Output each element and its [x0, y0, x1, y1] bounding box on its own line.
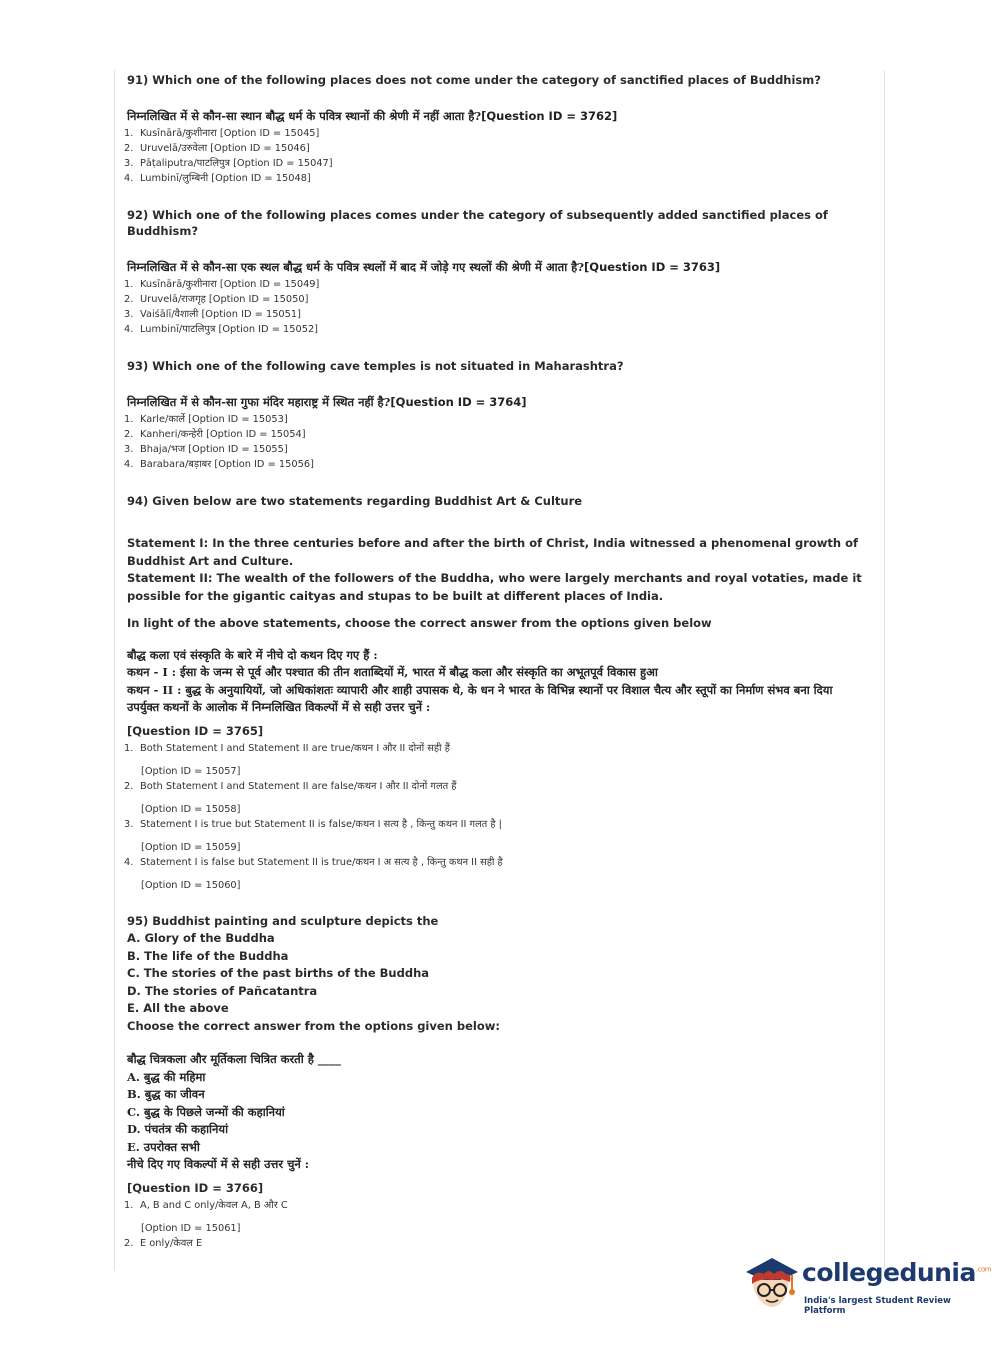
- question-95-id: [Question ID = 3766]: [127, 1180, 264, 1195]
- question-93-hindi: [127, 394, 876, 410]
- question-94-id: [Question ID = 3765]: [127, 723, 264, 738]
- item-a-hindi: A. बुद्ध की महिमा: [127, 1069, 206, 1084]
- option: 3. Pāṭaliputra/पाटलिपुत्र [Option ID = 15047]: [124, 158, 333, 169]
- question-94-english: 94) Given below are two statements regarding Buddhist Art & Culture: [127, 494, 583, 508]
- question-93-id: [Question ID = 3764]: [390, 395, 527, 409]
- question-91: [124, 72, 876, 186]
- question-95-english: 95) Buddhist painting and sculpture depicts the: [127, 913, 439, 928]
- question-91-id: [Question ID = 3762]: [481, 109, 618, 123]
- option: 3. Vaiśālī/वैशाली [Option ID = 15051]: [124, 309, 301, 320]
- option: 1. Both Statement I and Statement II are true/कथन I और II दोनों सही हैं [Option ID = 15057]: [124, 741, 876, 779]
- option-id: [Option ID = 15059]: [141, 841, 241, 853]
- question-92-hindi-text: निम्नलिखित में से कौन-सा एक स्थल बौद्ध धर्म के पवित्र स्थलों में बाद में जोड़े गए स्थलों की श्रेणी में आता है?: [127, 260, 585, 274]
- item-e-hindi: E. उपरोक्त सभी: [127, 1139, 200, 1154]
- option: 2. E only/केवल E: [124, 1237, 203, 1249]
- question-93-hindi-text: निम्नलिखित में से कौन-सा गुफा मंदिर महाराष्ट्र में स्थित नहीं है?: [127, 395, 391, 409]
- question-95: [124, 913, 876, 1251]
- question-94-options: [124, 741, 876, 893]
- option: 4. Barabara/बड़ाबर [Option ID = 15056]: [124, 459, 314, 470]
- option: 1. Karle/कार्ले [Option ID = 15053]: [124, 414, 288, 425]
- choose-english: Choose the correct answer from the options given below:: [127, 1018, 500, 1033]
- logo-wordmark: collegedunia$^{.com}$: [802, 1258, 992, 1287]
- question-92-hindi: [127, 259, 876, 275]
- item-b-hindi: B. बुद्ध का जीवन: [127, 1087, 205, 1101]
- question-paper-content: [124, 72, 876, 1251]
- page-border-right: [884, 70, 885, 1270]
- question-92: [124, 207, 876, 337]
- option: 2. Both Statement I and Statement II are false/कथन I और II दोनों गलत हैं [Option ID = 15058]: [124, 779, 876, 817]
- question-93: [124, 358, 876, 472]
- logo-tagline: India's largest Student Review Platform: [804, 1296, 951, 1316]
- choose-hindi: नीचे दिए गए विकल्पों में से सही उत्तर चुनें :: [127, 1157, 310, 1171]
- question-92-english: 92) Which one of the following places comes under the category of subsequently added sanctified places of Buddhism?: [127, 208, 828, 238]
- option: 1. Kusīnārā/कुशीनारा [Option ID = 15045]: [124, 128, 320, 139]
- option: 3. Bhaja/भज [Option ID = 15055]: [124, 444, 288, 455]
- statement-2: Statement II: The wealth of the followers of the Buddha, who were largely merchants and royal votaties, made it possible for the gigantic caityas and stupas to be built at different places of India.: [127, 571, 862, 603]
- collegedunia-logo[interactable]: [742, 1250, 992, 1320]
- question-94-hindi-statement-2: कथन - II : बुद्ध के अनुयायियों, जो अधिकांशतः व्यापारी और शाही उपासक थे, के धन ने भारत के विभिन्न स्थानों पर विशाल चैत्य और स्तूपों का निर्माण संभव बना दिया: [127, 682, 833, 697]
- question-95-options: [124, 1198, 876, 1251]
- question-91-english: 91) Which one of the following places does not come under the category of sanctified places of Buddhism?: [127, 73, 821, 87]
- question-94-hindi-intro: बौद्ध कला एवं संस्कृति के बारे में नीचे दो कथन दिए गए हैं :: [127, 647, 378, 662]
- question-93-english: 93) Which one of the following cave temples is not situated in Maharashtra?: [127, 359, 624, 373]
- question-91-options: [124, 126, 876, 186]
- question-92-options: [124, 277, 876, 337]
- statement-1: Statement I: In the three centuries before and after the birth of Christ, India witnessed a phenomenal growth of Buddhist Art and Culture.: [127, 536, 859, 568]
- question-94-hindi-instruction: उपर्युक्त कथनों के आलोक में निम्नलिखित विकल्पों में से सही उत्तर चुनें :: [127, 700, 431, 714]
- item-e: E. All the above: [127, 1001, 229, 1015]
- question-93-options: [124, 412, 876, 472]
- instruction: In light of the above statements, choose the correct answer from the options given below: [127, 616, 712, 630]
- question-95-hindi: बौद्ध चित्रकला और मूर्तिकला चित्रित करती है ____: [127, 1052, 341, 1066]
- option: 2. Kanheri/कन्हेरी [Option ID = 15054]: [124, 429, 306, 440]
- question-94-hindi-statement-1: कथन - I : ईसा के जन्म से पूर्व और पश्चात की तीन शताब्दियों में, भारत में बौद्ध कला और संस्कृति का अभूतपूर्व विकास हुआ: [127, 665, 658, 679]
- option: 4. Lumbinī/लुम्बिनी [Option ID = 15048]: [124, 173, 311, 184]
- option: 4. Lumbinī/पाटलिपुत्र [Option ID = 15052]: [124, 324, 319, 335]
- item-d: D. The stories of Pañcatantra: [127, 983, 318, 998]
- option: 3. Statement I is true but Statement II is false/कथन I सत्य है , किन्तु कथन II गलत है | [Option ID = 15059]: [124, 817, 876, 855]
- option: 2. Uruvelā/राजगृह [Option ID = 15050]: [124, 294, 309, 305]
- question-92-id: [Question ID = 3763]: [584, 260, 721, 274]
- option-id: [Option ID = 15061]: [141, 1222, 241, 1234]
- item-d-hindi: D. पंचतंत्र की कहानियां: [127, 1122, 229, 1136]
- option: 1. Kusīnārā/कुशीनारा [Option ID = 15049]: [124, 279, 320, 290]
- page-border-left: [114, 70, 115, 1270]
- question-91-hindi-text: निम्नलिखित में से कौन-सा स्थान बौद्ध धर्म के पवित्र स्थानों की श्रेणी में नहीं आता है?: [127, 109, 482, 123]
- item-b: B. The life of the Buddha: [127, 948, 289, 963]
- option: 4. Statement I is false but Statement II is true/कथन I अ सत्य है , किन्तु कथन II सही है [Option ID = 15060]: [124, 855, 876, 893]
- option: 1. A, B and C only/केवल A, B और C [Option ID = 15061]: [124, 1198, 876, 1236]
- item-a: A. Glory of the Buddha: [127, 931, 275, 945]
- option: 2. Uruvelā/उरुवेला [Option ID = 15046]: [124, 143, 310, 154]
- question-91-hindi: [127, 108, 876, 124]
- question-94: [124, 493, 876, 893]
- mascot-icon: [742, 1250, 802, 1316]
- option-id: [Option ID = 15060]: [141, 879, 241, 891]
- item-c: C. The stories of the past births of the Buddha: [127, 966, 430, 980]
- option-id: [Option ID = 15058]: [141, 803, 241, 815]
- option-id: [Option ID = 15057]: [141, 765, 241, 777]
- item-c-hindi: C. बुद्ध के पिछले जन्मों की कहानियां: [127, 1104, 285, 1119]
